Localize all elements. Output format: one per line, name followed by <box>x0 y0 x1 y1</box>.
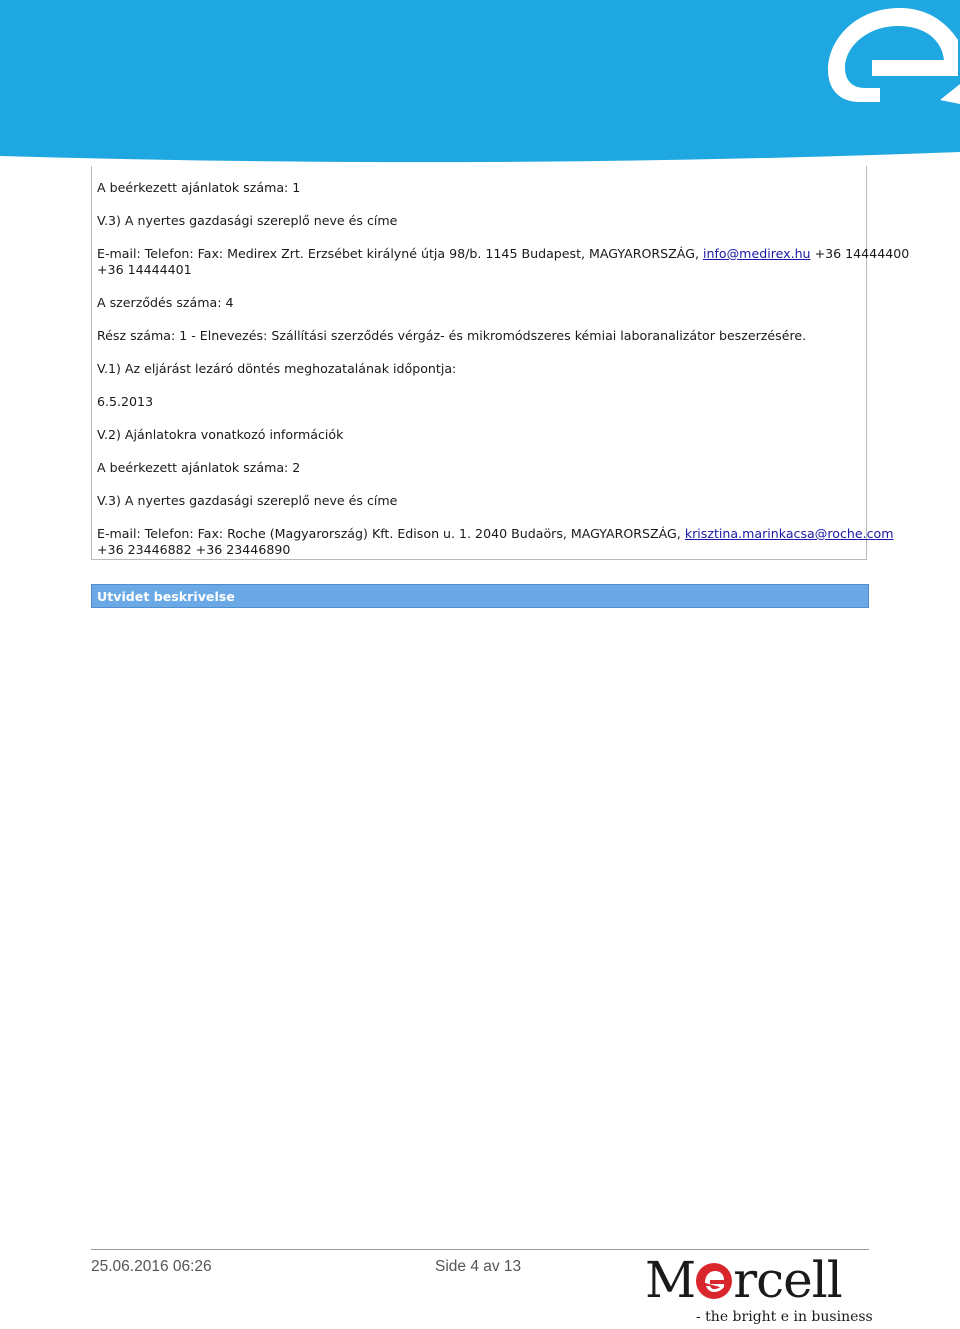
lot-title: Rész száma: 1 - Elnevezés: Szállítási szerződés vérgáz- és mikromódszeres kémiai laboranalizátor beszerzésére. <box>97 328 807 343</box>
brand-tagline: - the bright e in business <box>696 1309 873 1325</box>
brand-letters-rcell: rcell <box>733 1251 842 1309</box>
email-link-roche[interactable]: krisztina.marinkacsa@roche.com <box>684 526 894 541</box>
footer-page-number: Side 4 av 13 <box>435 1258 522 1275</box>
winner-address-1: E-mail: Telefon: Fax: Medirex Zrt. Erzsébet királyné útja 98/b. 1145 Budapest, MAGYARORSZÁG, <box>97 246 699 261</box>
header-graphic <box>0 0 960 165</box>
decision-date-heading: V.1) Az eljárást lezáró döntés meghozatalának időpontja: <box>97 361 457 376</box>
winner-address-2: E-mail: Telefon: Fax: Roche (Magyarország) Kft. Edison u. 1. 2040 Budaörs, MAGYARORSZÁG, <box>97 526 681 541</box>
offers-info-heading: V.2) Ajánlatokra vonatkozó információk <box>97 427 344 442</box>
header-band <box>0 0 960 165</box>
contract-number: A szerződés száma: 4 <box>97 295 234 310</box>
phones-2: +36 23446882 +36 23446890 <box>97 542 291 557</box>
e-mark-icon <box>696 1263 732 1299</box>
phone-1: +36 14444400 <box>814 246 910 261</box>
winner-heading-1: V.3) A nyertes gazdasági szereplő neve és címe <box>97 213 398 228</box>
section-bar-utvidet[interactable] <box>91 584 869 608</box>
footer-date: 25.06.2016 06:26 <box>91 1258 212 1275</box>
footer-divider <box>91 1249 869 1250</box>
brand-letter-m: M <box>645 1251 696 1309</box>
brand-wordmark <box>645 1252 842 1308</box>
marcell-logo <box>640 1251 873 1329</box>
winner-contact-2 <box>97 526 894 541</box>
offers-count-1: A beérkezett ajánlatok száma: 1 <box>97 180 301 195</box>
section-bar-label: Utvidet beskrivelse <box>97 589 235 604</box>
email-link-medirex[interactable]: info@medirex.hu <box>702 246 811 261</box>
winner-heading-2: V.3) A nyertes gazdasági szereplő neve és címe <box>97 493 398 508</box>
winner-contact-1 <box>97 246 909 261</box>
offers-count-2: A beérkezett ajánlatok száma: 2 <box>97 460 301 475</box>
fax-1: +36 14444401 <box>97 262 192 277</box>
decision-date: 6.5.2013 <box>97 394 154 409</box>
